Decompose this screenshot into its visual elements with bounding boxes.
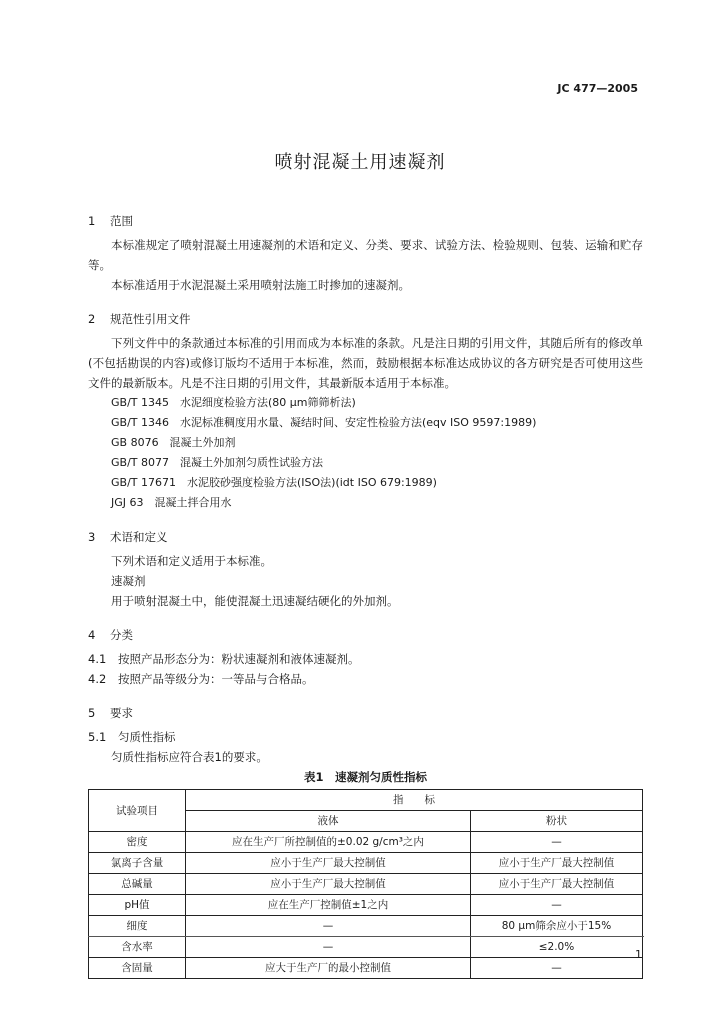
table-row (89, 916, 643, 937)
cell-liquid: 应在生产厂控制值±1之内 (186, 895, 471, 916)
section-4-heading (88, 625, 643, 645)
header-test-item: 试验项目 (89, 790, 186, 832)
clause-text: 按照产品形态分为：粉状速凝剂和液体速凝剂。 (118, 652, 360, 666)
cell-powder: — (470, 958, 642, 979)
header-index: 指 标 (186, 790, 643, 811)
section-3-heading (88, 527, 643, 547)
cell-item: 含水率 (89, 937, 186, 958)
table-row (89, 937, 643, 958)
cell-liquid: — (186, 937, 471, 958)
cell-powder: — (470, 832, 642, 853)
footer-rule (88, 936, 644, 937)
cell-liquid: 应大于生产厂的最小控制值 (186, 958, 471, 979)
section-title: 分类 (110, 628, 133, 642)
clause-number: 5.1 (88, 730, 107, 744)
reference-item: GB/T 1346 水泥标准稠度用水量、凝结时间、安定性检验方法(eqv ISO 9597:1989) (111, 416, 537, 429)
cell-item: 细度 (89, 916, 186, 937)
reference-item: GB/T 17671 水泥胶砂强度检验方法(ISO法)(idt ISO 679:1989) (111, 476, 437, 489)
table-row (89, 874, 643, 895)
section-number: 1 (88, 214, 96, 228)
page-title: 喷射混凝土用速凝剂 (274, 152, 446, 173)
reference-item: GB/T 1345 水泥细度检验方法(80 μm筛筛析法) (111, 396, 356, 409)
paragraph: 下列文件中的条款通过本标准的引用而成为本标准的条款。凡是注日期的引用文件，其随后所有的修改单(不包括勘误的内容)或修订版均不适用于本标准，然而，鼓励根据本标准达成协议的各方研究是否可使用这些文件的最新版本。凡是不注日期的引用文件，其最新版本适用于本标准。 (88, 336, 643, 390)
clause-number: 4.2 (88, 672, 107, 686)
term: 速凝剂 (111, 574, 146, 588)
section-1-heading (88, 211, 643, 231)
cell-liquid: — (186, 916, 471, 937)
section-title: 范围 (110, 214, 133, 228)
table-row (89, 832, 643, 853)
cell-liquid: 应小于生产厂最大控制值 (186, 874, 471, 895)
section-2-heading (88, 309, 643, 329)
paragraph: 匀质性指标应符合表1的要求。 (111, 750, 268, 764)
table-row (89, 958, 643, 979)
section-title: 规范性引用文件 (110, 312, 191, 326)
cell-powder: 应小于生产厂最大控制值 (470, 874, 642, 895)
cell-powder: ≤2.0% (470, 937, 642, 958)
cell-item: 含固量 (89, 958, 186, 979)
section-5-heading (88, 703, 643, 723)
page-number: 1 (635, 948, 642, 961)
paragraph: 本标准适用于水泥混凝土采用喷射法施工时掺加的速凝剂。 (111, 278, 410, 292)
section-title: 术语和定义 (110, 530, 168, 544)
section-number: 5 (88, 706, 96, 720)
cell-liquid: 应小于生产厂最大控制值 (186, 853, 471, 874)
reference-item: GB/T 8077 混凝土外加剂匀质性试验方法 (111, 456, 323, 469)
reference-item: GB 8076 混凝土外加剂 (111, 436, 236, 449)
cell-powder: — (470, 895, 642, 916)
document-code: JC 477—2005 (557, 82, 638, 95)
clause-text: 按照产品等级分为：一等品与合格品。 (118, 672, 314, 686)
clause-4-1 (88, 649, 643, 669)
section-number: 3 (88, 530, 96, 544)
table-caption: 表1 速凝剂匀质性指标 (303, 770, 427, 784)
paragraph: 本标准规定了喷射混凝土用速凝剂的术语和定义、分类、要求、试验方法、检验规则、包装、运输和贮存等。 (88, 238, 643, 272)
header-liquid: 液体 (186, 811, 471, 832)
cell-item: 密度 (89, 832, 186, 853)
uniformity-table (88, 789, 643, 979)
cell-item: 总碱量 (89, 874, 186, 895)
clause-number: 4.1 (88, 652, 107, 666)
section-title: 要求 (110, 706, 133, 720)
clause-5-1 (88, 727, 643, 747)
cell-powder: 80 μm筛余应小于15% (470, 916, 642, 937)
paragraph: 下列术语和定义适用于本标准。 (111, 554, 272, 568)
table-row (89, 895, 643, 916)
cell-item: 氯离子含量 (89, 853, 186, 874)
cell-powder: 应小于生产厂最大控制值 (470, 853, 642, 874)
cell-liquid: 应在生产厂所控制值的±0.02 g/cm³之内 (186, 832, 471, 853)
clause-text: 匀质性指标 (118, 730, 176, 744)
section-number: 2 (88, 312, 96, 326)
table-row (89, 853, 643, 874)
reference-item: JGJ 63 混凝土拌合用水 (111, 496, 232, 509)
term-definition: 用于喷射混凝土中，能使混凝土迅速凝结硬化的外加剂。 (111, 594, 399, 608)
section-number: 4 (88, 628, 96, 642)
cell-item: pH值 (89, 895, 186, 916)
document-body (88, 205, 643, 979)
clause-4-2 (88, 669, 643, 689)
header-powder: 粉状 (470, 811, 642, 832)
